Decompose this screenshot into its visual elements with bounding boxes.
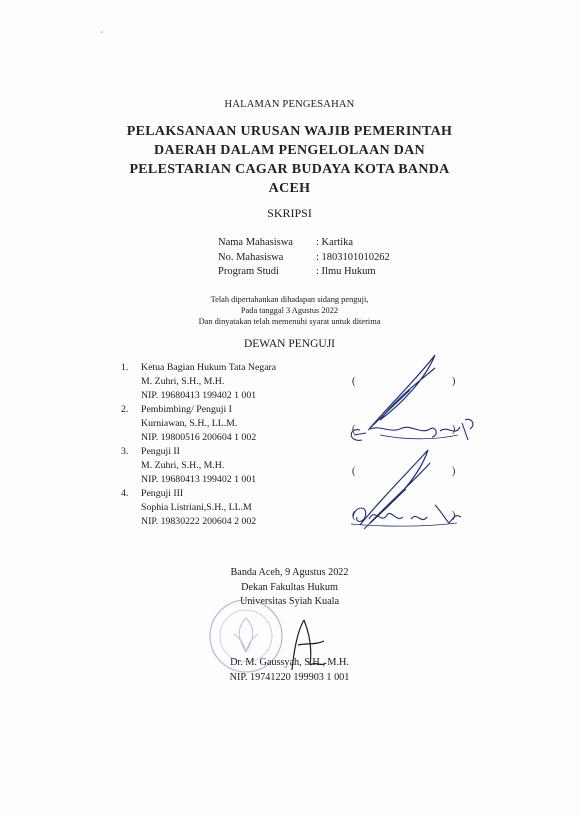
signature-bracket-open: ( <box>352 376 356 387</box>
student-value: : Ilmu Hukum <box>316 266 376 277</box>
document-type: SKRIPSI <box>267 206 312 220</box>
examiner-name: M. Zuhri, S.H., M.H. <box>141 460 225 471</box>
student-label: Program Studi <box>218 266 279 277</box>
dean-name: Dr. M. Gaussyah, S.H., M.H. <box>230 657 349 668</box>
examiner-number: 1. <box>121 362 129 373</box>
examiner-nip: NIP. 19680413 199402 1 001 <box>141 474 257 485</box>
title-line: ACEH <box>268 181 311 196</box>
signature-bracket-open: ( <box>352 424 356 435</box>
examiner-nip: NIP. 19680413 199402 1 001 <box>141 390 257 401</box>
title-line: DAERAH DALAM PENGELOLAAN DAN <box>154 143 425 158</box>
stray-mark <box>100 30 104 34</box>
signature-bracket-close: ) <box>452 466 456 477</box>
student-label: Nama Mahasiswa <box>218 237 293 248</box>
defense-line: Dan dinyatakan telah memenuhi syarat untuk diterima <box>198 317 381 326</box>
examiner-role: Penguji II <box>141 446 180 457</box>
board-heading: DEWAN PENGUJI <box>243 338 336 350</box>
student-value: : Kartika <box>316 237 354 248</box>
student-value: : 1803101010262 <box>316 251 390 263</box>
student-info <box>218 236 390 280</box>
student-label: No. Mahasiswa <box>218 251 284 263</box>
dean-block <box>0 656 579 685</box>
title-line: PELESTARIAN CAGAR BUDAYA KOTA BANDA <box>129 162 450 177</box>
examiner-name: Kurniawan, S.H., LL.M. <box>141 418 238 429</box>
student-row <box>218 251 390 266</box>
examiner-name: M. Zuhri, S.H., M.H. <box>141 376 225 387</box>
university-name: Universitas Syiah Kuala <box>239 596 340 607</box>
title-line: PELAKSANAAN URUSAN WAJIB PEMERINTAH <box>126 124 453 139</box>
examiner-role: Ketua Bagian Hukum Tata Negara <box>141 362 277 373</box>
examiner-number: 2. <box>121 404 129 415</box>
dean-nip: NIP. 19741220 199903 1 001 <box>229 671 350 683</box>
examiner-number: 4. <box>121 488 129 499</box>
signature-bracket-open: ( <box>352 510 356 521</box>
examiner-number: 3. <box>121 446 129 457</box>
closing-block <box>0 566 579 610</box>
student-row <box>218 265 390 280</box>
student-row <box>218 236 390 251</box>
dean-title: Dekan Fakultas Hukum <box>241 581 338 593</box>
signature-bracket-close: ) <box>452 376 456 387</box>
examiner-role: Penguji III <box>141 488 184 499</box>
examiner-nip: NIP. 19800516 200604 1 002 <box>141 432 257 443</box>
signature-bracket-close: ) <box>452 510 456 521</box>
place-date: Banda Aceh, 9 Agustus 2022 <box>230 567 349 578</box>
examiner-nip: NIP. 19830222 200604 2 002 <box>141 516 257 527</box>
examiner-2-signature <box>340 405 490 450</box>
thesis-title <box>0 122 579 198</box>
defense-line: Telah dipertahankan dihadapan sidang penguji, <box>210 295 369 304</box>
examiner-name: Sophia Listriani,S.H., LL.M <box>141 502 252 513</box>
defense-line: Pada tanggal 3 Agustus 2022 <box>240 306 339 315</box>
approval-header: HALAMAN PENGESAHAN <box>224 99 355 110</box>
signature-bracket-open: ( <box>352 466 356 477</box>
defense-statement <box>0 294 579 327</box>
signature-bracket-close: ) <box>452 424 456 435</box>
examiner-role: Pembimbing/ Penguji I <box>141 404 232 415</box>
examiner-4-signature <box>345 497 475 532</box>
